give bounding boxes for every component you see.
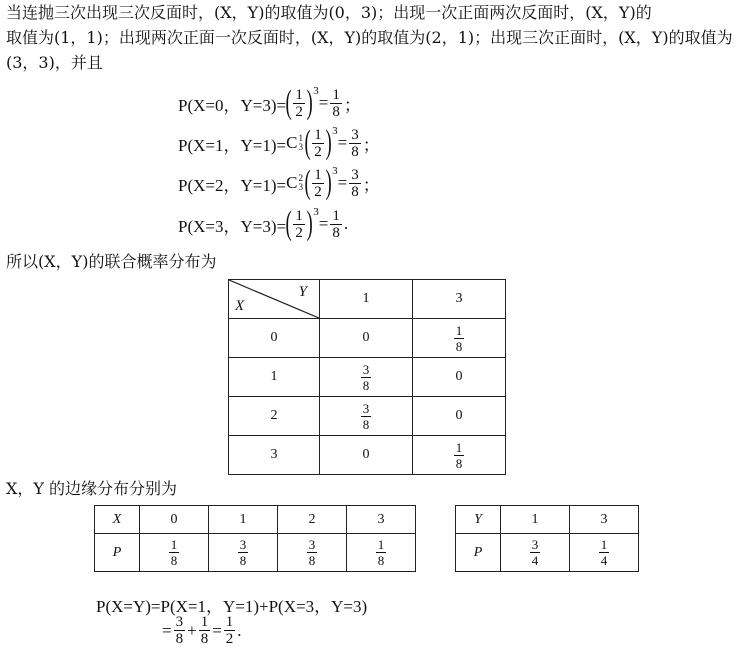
equation-lhs: P(X=1，Y=1)=	[178, 135, 287, 155]
cell-fraction	[361, 362, 372, 393]
row-x-value: 1	[229, 358, 320, 397]
denominator: 4	[600, 553, 608, 568]
probability-cell	[320, 397, 413, 436]
equals-sign: =	[337, 173, 348, 192]
combination-sup: 1	[298, 133, 303, 143]
numerator: 3	[531, 537, 539, 552]
plus-sign: +	[187, 620, 197, 640]
cell-fraction	[599, 537, 610, 568]
equation-row	[178, 166, 380, 200]
row-x-value: 0	[229, 319, 320, 358]
equation-lhs: P(X=2，Y=1)=	[178, 175, 287, 195]
left-paren: (	[285, 84, 292, 121]
combination-sup: 2	[298, 173, 303, 183]
probability-cell: 0	[413, 358, 506, 397]
term-fraction	[199, 614, 211, 647]
marginal-value: 0	[140, 506, 209, 534]
base-fraction	[312, 127, 324, 160]
numerator: 3	[362, 400, 370, 416]
cell-fraction	[454, 440, 465, 471]
denominator: 2	[225, 631, 234, 647]
denominator: 2	[314, 143, 322, 160]
numerator: 3	[362, 361, 370, 377]
marginal-probability	[140, 534, 209, 572]
numerator: 1	[295, 86, 303, 103]
marginal-value-row	[456, 506, 639, 534]
corner-cell	[229, 280, 320, 319]
denominator: 8	[455, 338, 463, 354]
intro-line-1: 当连抛三次出现三次反面时，(X，Y)的取值为(0，3)；出现一次正面两次反面时，(X，Y)的	[6, 3, 652, 22]
equation-end: .	[237, 620, 242, 640]
result-fraction	[349, 167, 361, 200]
combination-sub: 3	[298, 182, 303, 192]
equals-sign: =	[318, 93, 329, 112]
intro-line-3: (3，3)，并且	[6, 53, 103, 72]
term-fraction	[174, 614, 186, 647]
denominator: 8	[377, 553, 385, 568]
denominator: 2	[295, 224, 303, 241]
cell-fraction	[361, 401, 372, 432]
numerator: 1	[455, 439, 463, 455]
numerator: 1	[377, 537, 385, 552]
denominator: 8	[362, 416, 370, 432]
marginal-y-table	[455, 505, 639, 572]
equals-sign: =	[318, 214, 329, 233]
marginal-probability	[347, 534, 416, 572]
numerator: 1	[332, 86, 340, 103]
combination-letter: C	[286, 133, 298, 152]
joint-distribution-table	[228, 279, 506, 475]
right-paren: )	[306, 84, 313, 121]
exponent: 3	[332, 165, 338, 177]
final-equation-line-2	[162, 614, 242, 647]
marginal-probability	[501, 534, 570, 572]
cell-fraction	[454, 323, 465, 354]
equals-sign: =	[212, 620, 222, 640]
numerator: 3	[351, 166, 359, 183]
denominator: 2	[295, 103, 303, 120]
numerator: 1	[600, 537, 608, 552]
exponent: 3	[313, 206, 319, 218]
numerator: 1	[200, 614, 209, 630]
right-paren: )	[325, 124, 332, 161]
equation-row	[178, 86, 361, 120]
final-equation-line-1: P(X=Y)=P(X=1，Y=1)+P(X=3，Y=3)	[96, 597, 368, 616]
denominator: 8	[200, 631, 209, 647]
probability-cell	[413, 319, 506, 358]
denominator: 8	[239, 553, 247, 568]
equation-lhs: P(X=3，Y=3)=	[178, 216, 287, 236]
denominator: 8	[332, 224, 340, 241]
marginal-probability-label: P	[95, 534, 140, 572]
joint-heading: 所以(X，Y)的联合概率分布为	[6, 252, 217, 271]
marginal-variable-label: X	[95, 506, 140, 534]
marginal-value: 3	[570, 506, 639, 534]
probability-cell: 0	[320, 319, 413, 358]
equals-sign: =	[162, 620, 172, 640]
numerator: 1	[314, 166, 322, 183]
result-fraction	[349, 127, 361, 160]
marginal-value: 3	[347, 506, 416, 534]
denominator: 8	[308, 553, 316, 568]
joint-row	[229, 319, 506, 358]
equation-row	[178, 126, 380, 160]
denominator: 8	[175, 631, 184, 647]
numerator: 1	[332, 207, 340, 224]
row-x-value: 2	[229, 397, 320, 436]
exponent: 3	[313, 85, 319, 97]
combination-indices	[298, 134, 303, 152]
result-fraction	[330, 208, 342, 241]
probability-cell: 0	[320, 436, 413, 475]
denominator: 8	[170, 553, 178, 568]
cell-fraction	[376, 537, 387, 568]
row-x-value: 3	[229, 436, 320, 475]
marginal-value: 2	[278, 506, 347, 534]
numerator: 1	[295, 207, 303, 224]
joint-row	[229, 397, 506, 436]
denominator: 2	[314, 183, 322, 200]
base-fraction	[293, 208, 305, 241]
result-fraction	[330, 87, 342, 120]
exponent: 3	[332, 125, 338, 137]
joint-row	[229, 436, 506, 475]
right-paren: )	[306, 205, 313, 242]
col-header: 1	[320, 280, 413, 319]
left-paren: (	[285, 205, 292, 242]
marginal-probability-row	[95, 534, 416, 572]
equation-end: ；	[362, 175, 380, 195]
right-paren: )	[325, 164, 332, 201]
numerator: 3	[175, 614, 184, 630]
numerator: 3	[351, 126, 359, 143]
marginal-value: 1	[209, 506, 278, 534]
base-fraction	[312, 167, 324, 200]
cell-fraction	[307, 537, 318, 568]
probability-cell	[413, 436, 506, 475]
marginal-value: 1	[501, 506, 570, 534]
result-fraction	[224, 614, 236, 647]
denominator: 8	[351, 183, 359, 200]
marginal-heading: X，Y 的边缘分布分别为	[6, 479, 178, 498]
left-paren: (	[304, 164, 311, 201]
numerator: 1	[225, 614, 234, 630]
corner-y-label: Y	[298, 284, 307, 300]
marginal-probability	[570, 534, 639, 572]
combination-sub: 3	[298, 142, 303, 152]
numerator: 1	[170, 537, 178, 552]
equation-row	[178, 207, 348, 241]
numerator: 3	[308, 537, 316, 552]
combination	[286, 173, 303, 193]
combination-letter: C	[286, 173, 298, 192]
marginal-probability	[209, 534, 278, 572]
marginal-probability-row	[456, 534, 639, 572]
equation-end: ；	[362, 135, 380, 155]
base-fraction	[293, 87, 305, 120]
probability-cell	[320, 358, 413, 397]
equation-end: .	[343, 214, 349, 233]
equation-end: ；	[343, 95, 361, 115]
cell-fraction	[169, 537, 180, 568]
joint-row	[229, 358, 506, 397]
denominator: 8	[332, 103, 340, 120]
denominator: 8	[351, 143, 359, 160]
marginal-variable-label: Y	[456, 506, 501, 534]
numerator: 1	[314, 126, 322, 143]
numerator: 1	[455, 322, 463, 338]
equals-sign: =	[337, 133, 348, 152]
denominator: 8	[455, 455, 463, 471]
probability-cell: 0	[413, 397, 506, 436]
numerator: 3	[239, 537, 247, 552]
combination	[286, 133, 303, 153]
combination-indices	[298, 174, 303, 192]
marginal-value-row	[95, 506, 416, 534]
equation-lhs: P(X=0，Y=3)=	[178, 95, 287, 115]
denominator: 8	[362, 377, 370, 393]
denominator: 4	[531, 553, 539, 568]
cell-fraction	[530, 537, 541, 568]
corner-x-label: X	[235, 298, 245, 314]
marginal-probability	[278, 534, 347, 572]
intro-line-2: 取值为(1，1)；出现两次正面一次反面时，(X，Y)的取值为(2，1)；出现三次正面时，(X，Y)的取值为	[6, 28, 733, 47]
marginal-probability-label: P	[456, 534, 501, 572]
marginal-x-table	[94, 505, 416, 572]
col-header: 3	[413, 280, 506, 319]
cell-fraction	[238, 537, 249, 568]
left-paren: (	[304, 124, 311, 161]
